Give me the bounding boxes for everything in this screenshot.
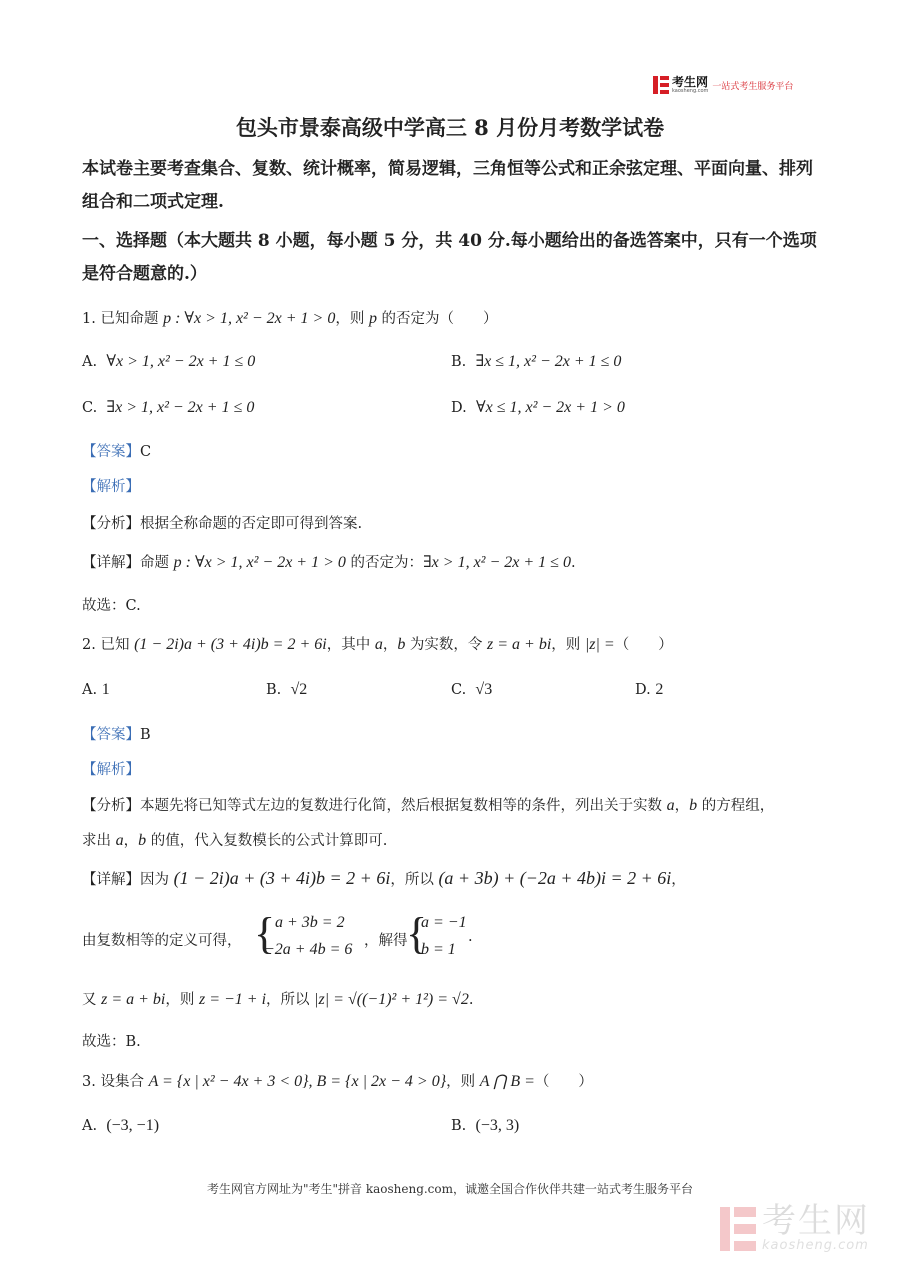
final-text: . <box>468 992 474 1008</box>
q3-option-a <box>82 1117 159 1135</box>
q1-option-a <box>82 351 255 371</box>
fenxi-tag: 【分析】 <box>82 798 140 814</box>
system-eq1: a + 3b = 2 <box>275 914 345 931</box>
q1-stem-pre: 1. 已知命题 <box>82 311 164 327</box>
q2-fenxi-line2 <box>82 829 387 850</box>
fenxi-text: 根据全称命题的否定即可得到答案. <box>140 516 363 532</box>
stem-text: （ ） <box>534 1074 593 1090</box>
brand-slogan: 一站式考生服务平台 <box>712 81 794 92</box>
detail-text: ，所以 <box>390 872 439 888</box>
answer-value: B <box>140 727 151 743</box>
option-math: √2 <box>290 681 308 698</box>
option-math: ∀x ≤ 1, x² − 2x + 1 > 0 <box>475 399 625 416</box>
fenxi-tag: 【分析】 <box>82 516 140 532</box>
q1-fenxi <box>82 512 362 533</box>
answer-tag: 【答案】 <box>82 727 140 743</box>
detail-text: 的否定为： <box>345 555 423 571</box>
detail-math: (a + 3b) + (−2a + 4b)i = 2 + 6i <box>438 868 672 888</box>
q2-fenxi-line1 <box>82 794 774 815</box>
answer-value: C <box>140 444 152 460</box>
detail-tag: 【详解】 <box>82 555 140 571</box>
stem-text: 3. 设集合 <box>82 1074 149 1090</box>
fenxi-var: a <box>666 797 675 814</box>
stem-math: z = a + bi <box>487 636 552 653</box>
q2-option-b <box>266 681 307 699</box>
final-text: ，所以 <box>266 992 315 1008</box>
option-label: B. <box>451 354 467 370</box>
q2-system-pre: 由复数相等的定义可得， <box>82 933 242 949</box>
q2-stem <box>82 633 673 654</box>
detail-text: ， <box>671 872 686 888</box>
q1-choose: 故选：C. <box>82 598 141 614</box>
q1-option-b <box>451 351 621 371</box>
q1-detail <box>82 551 576 572</box>
detail-text: 命题 <box>140 555 174 571</box>
detail-text: 因为 <box>140 872 174 888</box>
system-eq2: −2a + 4b = 6 <box>264 941 353 958</box>
detail-tag: 【详解】 <box>82 872 140 888</box>
brand-mark-icon <box>653 76 669 94</box>
section-heading: 一、选择题（本大题共 8 小题，每小题 5 分，共 40 分.每小题给出的备选答案中，只有一个选项是符合题意的.） <box>82 231 817 284</box>
option-label: D. <box>635 682 651 698</box>
detail-text: . <box>570 555 576 571</box>
q1-option-c <box>82 397 254 417</box>
fenxi-text: 本题先将已知等式左边的复数进行化简，然后根据复数相等的条件，列出关于实数 <box>140 798 667 814</box>
page-title: 包头市景泰高级中学高三 8 月份月考数学试卷 <box>235 115 665 140</box>
option-math: √3 <box>475 681 493 698</box>
stem-text: 为实数，令 <box>405 637 488 653</box>
option-math: 2 <box>655 681 664 698</box>
option-label: C. <box>451 682 467 698</box>
q1-stem-post: 的否定为（ ） <box>376 311 498 327</box>
stem-math: (1 − 2i)a + (3 + 4i)b = 2 + 6i <box>134 636 327 653</box>
q2-detail <box>82 868 686 889</box>
solution-brace-icon: { <box>406 909 428 958</box>
q1-p: p <box>368 310 377 327</box>
final-text: ，则 <box>165 992 199 1008</box>
q2-option-a <box>82 681 110 699</box>
stem-math: A = {x | x² − 4x + 3 < 0}, B = {x | 2x − 4 > 0} <box>148 1073 447 1090</box>
fenxi-var: b <box>138 832 147 849</box>
stem-math: A ⋂ B = <box>479 1073 535 1090</box>
fenxi-var: b <box>689 797 698 814</box>
intro-text: 本试卷主要考查集合、复数、统计概率，简易逻辑，三角恒等公式和正余弦定理、平面向量、排列组合和二项式定理. <box>82 159 813 212</box>
q1-proposition: p : ∀x > 1, x² − 2x + 1 > 0 <box>163 310 336 327</box>
stem-var: b <box>397 636 406 653</box>
stem-text: ，则 <box>551 637 585 653</box>
q2-choose: 故选：B. <box>82 1034 141 1050</box>
q3-option-b <box>451 1117 519 1135</box>
q1-answer <box>82 440 151 461</box>
fenxi-text: 的方程组， <box>697 798 775 814</box>
brand-name: 考生网 <box>672 74 709 89</box>
q1-option-d <box>451 397 625 417</box>
q1-analysis-tag: 【解析】 <box>82 479 140 495</box>
fenxi-text: ， <box>674 798 690 814</box>
q1-stem <box>82 307 498 328</box>
page-footer: 考生网官方网址为"考生"拼音 kaosheng.com，诚邀全国合作伙伴共建一站式考生服务平台 <box>206 1182 694 1196</box>
q2-system-mid: ，解得 <box>364 933 408 949</box>
option-label: D. <box>451 400 467 416</box>
fenxi-text: 的值，代入复数模长的公式计算即可. <box>146 833 388 849</box>
stem-math: |z| = <box>584 636 615 653</box>
detail-math: p : ∀x > 1, x² − 2x + 1 > 0 <box>173 554 346 571</box>
fenxi-var: a <box>115 832 124 849</box>
option-label: A. <box>82 682 98 698</box>
q2-option-c <box>451 681 492 699</box>
q3-stem <box>82 1070 593 1091</box>
watermark-domain: kaosheng.com <box>762 1238 869 1253</box>
q2-option-d <box>635 681 663 699</box>
watermark-mark-icon <box>720 1207 756 1251</box>
q2-final <box>82 988 473 1009</box>
answer-tag: 【答案】 <box>82 444 140 460</box>
final-math: z = −1 + i <box>198 991 267 1008</box>
stem-text: （ ） <box>614 637 673 653</box>
detail-math: (1 − 2i)a + (3 + 4i)b = 2 + 6i <box>173 868 391 888</box>
q1-stem-mid: ，则 <box>335 311 369 327</box>
final-text: 又 <box>82 992 102 1008</box>
detail-math: ∃x > 1, x² − 2x + 1 ≤ 0 <box>423 554 571 571</box>
system-brace-icon: { <box>254 909 276 958</box>
option-math: (−3, −1) <box>106 1117 160 1134</box>
option-label: B. <box>266 682 282 698</box>
solution-eq2: b = 1 <box>421 941 456 958</box>
q2-system-end: . <box>468 929 473 945</box>
stem-text: ， <box>382 637 398 653</box>
watermark-name: 考生网 <box>762 1201 870 1241</box>
stem-text: ，其中 <box>326 637 375 653</box>
brand-logo[interactable] <box>653 74 793 96</box>
option-math: ∀x > 1, x² − 2x + 1 ≤ 0 <box>106 353 256 370</box>
stem-text: ，则 <box>446 1074 480 1090</box>
solution-eq1: a = −1 <box>421 914 467 931</box>
watermark-logo <box>720 1201 870 1253</box>
fenxi-text: 求出 <box>82 833 116 849</box>
option-math: 1 <box>101 681 110 698</box>
option-label: C. <box>82 400 98 416</box>
option-math: (−3, 3) <box>475 1117 520 1134</box>
option-label: A. <box>82 354 98 370</box>
final-math: |z| = √((−1)² + 1²) = √2 <box>314 991 469 1008</box>
brand-domain: kaosheng.com <box>672 87 709 94</box>
stem-text: 2. 已知 <box>82 637 135 653</box>
option-label: B. <box>451 1118 467 1134</box>
option-math: ∃x ≤ 1, x² − 2x + 1 ≤ 0 <box>475 353 622 370</box>
final-math: z = a + bi <box>101 991 166 1008</box>
fenxi-text: ， <box>123 833 139 849</box>
q2-answer <box>82 723 151 744</box>
q2-analysis-tag: 【解析】 <box>82 762 140 778</box>
option-label: A. <box>82 1118 98 1134</box>
option-math: ∃x > 1, x² − 2x + 1 ≤ 0 <box>106 399 255 416</box>
stem-var: a <box>374 636 383 653</box>
